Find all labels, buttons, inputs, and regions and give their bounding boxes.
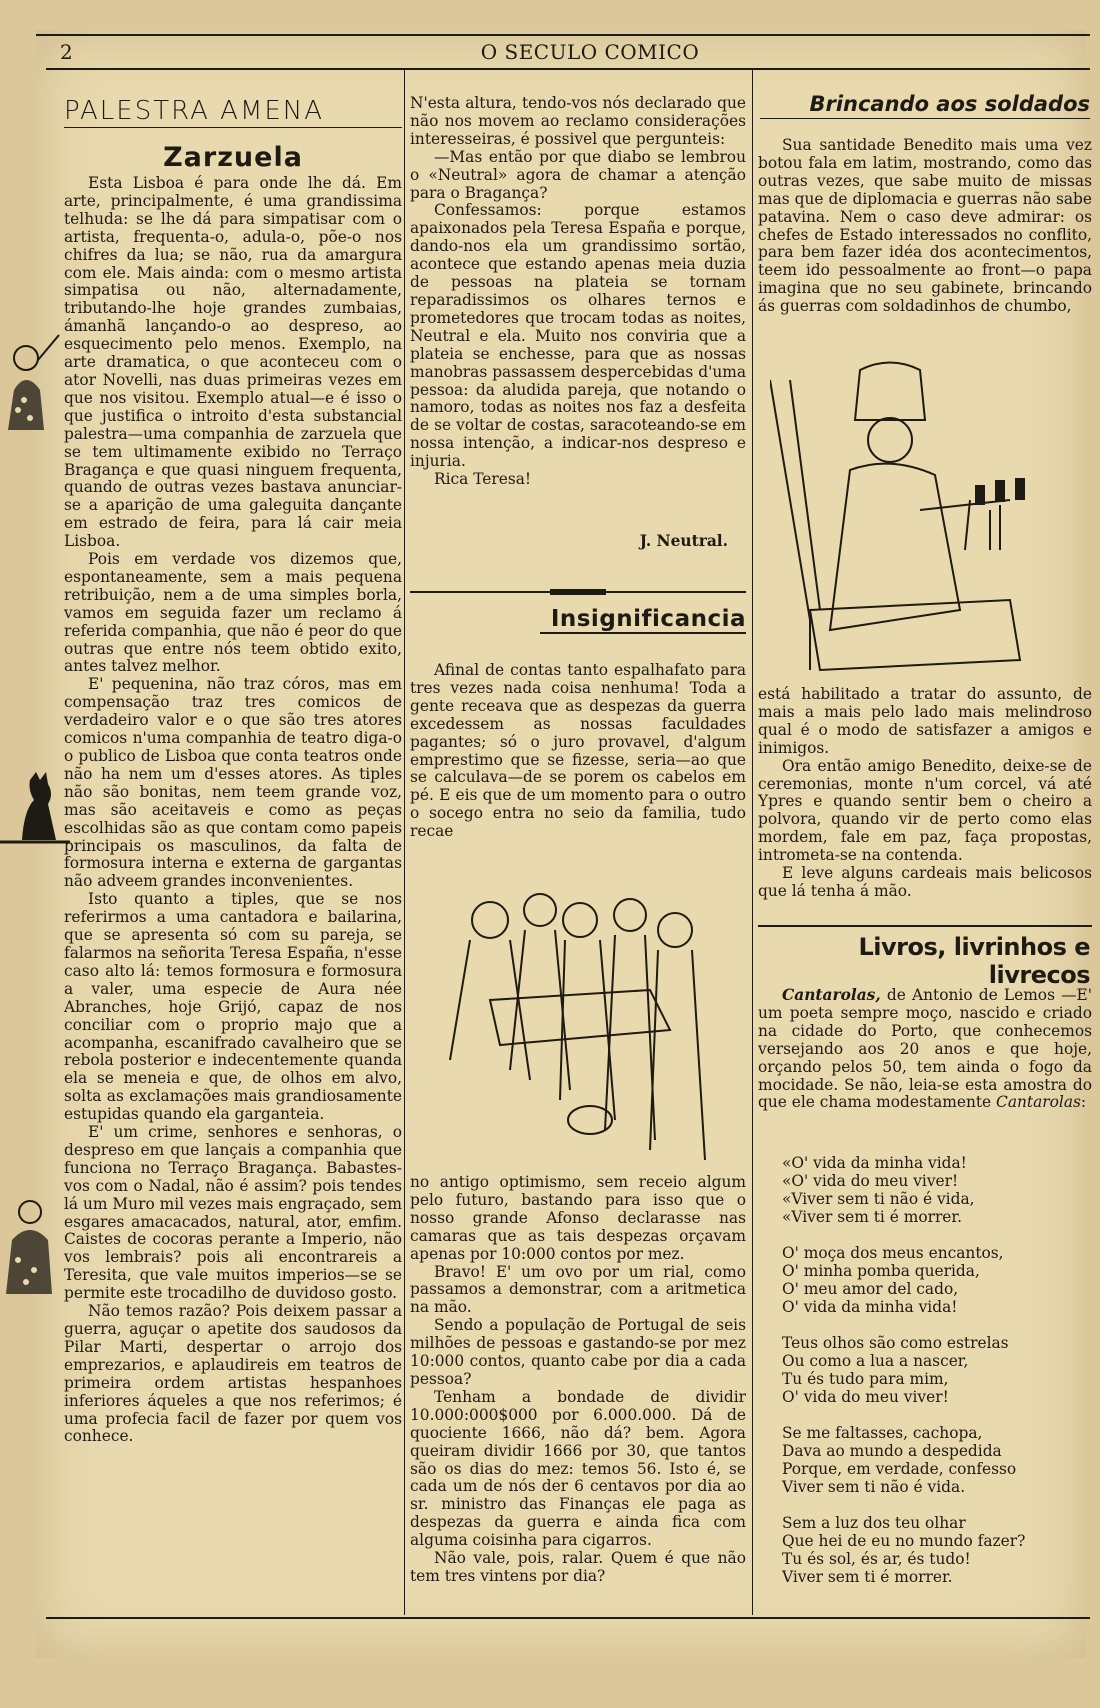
lead-end: : <box>1080 1093 1087 1112</box>
article-title: Brincando aos soldados <box>760 92 1090 119</box>
poem-stanza <box>782 1245 1092 1317</box>
margin-figure-illustration <box>4 1190 64 1300</box>
masthead: O SECULO COMICO <box>480 40 700 64</box>
poem-line: «Viver sem ti não é vida, <box>782 1189 975 1208</box>
paragraph: E' pequenina, não traz córos, mas em compensação traz tres comicos de verdadeiro valor e o que são tres atores comicos n'uma companhia de teatro diga-o o publico de Lisboa que conta teatros onde não ha nem um d'esses atores. As tiples não são bonitas, nem teem grande voz, mas são aceitaveis e como as peças escolhidas são as que contam como papeis principais os masculinos, da falta de formosura interna e externa de gargantas não adveem grandes inconvenientes. <box>64 675 402 891</box>
poem-line: Viver sem ti não é vida. <box>782 1477 966 1496</box>
poem-line: Porque, em verdade, confesso <box>782 1459 1017 1478</box>
poem-line: Que hei de eu no mundo fazer? <box>782 1531 1026 1550</box>
poem-line: «O' vida da minha vida! <box>782 1154 967 1172</box>
poem-line: O' meu amor del cado, <box>782 1279 959 1298</box>
pope-with-toy-soldiers-illustration <box>770 360 1090 680</box>
paragraph: no antigo optimismo, sem receio algum pelo futuro, bastando para isso que o nosso grande Afonso declarasse nas camaras que as tais despezas orçavam apenas por 10:000 contos por mez. <box>410 1173 746 1263</box>
book-title: Cantarolas, <box>782 986 881 1004</box>
poem-stanza <box>782 1425 1092 1497</box>
poem-line: Dava ao mundo a despedida <box>782 1441 1002 1460</box>
paragraph: Confessamos: porque estamos apaixonados pela Teresa España e porque, dando-nos ela um grandissimo sortão, acontece que estando apenas meia duzia de pessoas na plateia se tornam reparadissimos os olhares ternos e prometedores que trocam todas as noites, Neutral e ela. Muito nos conviria que a plateia se enchesse, para que as nossas manobras passassem despercebidas d'uma pessoa: da aludida pareja, que notando o namoro, todas as noites nos faz a desfeita de se voltar de costas, saracoteando-se em nossa intenção, a indicar-nos despreso e injuria. <box>410 201 746 471</box>
paragraph: Rica Teresa! <box>434 470 532 489</box>
section-rule <box>758 925 1092 927</box>
article-body-livros <box>758 987 1092 1112</box>
section-kicker: PALESTRA AMENA <box>64 97 402 128</box>
paragraph: Não temos razão? Pois deixem passar a guerra, aguçar o apetite dos saudosos da Pilar Marti, despertar o arrojo dos emprezarios, e aplaudireis em teatros de primeira ordem artistas hespanhoes inferiores áqueles a que nos referimos; é uma profecia facil de fazer por quem vos conhece. <box>64 1302 402 1446</box>
poem-line: O' moça dos meus encantos, <box>782 1244 1004 1262</box>
article-body-insignificancia-cont <box>410 1174 746 1586</box>
article-title: Zarzuela <box>163 142 303 173</box>
poem-line: Se me faltasses, cachopa, <box>782 1424 983 1442</box>
paragraph: está habilitado a tratar do assunto, de mais a mais pelo lado mais melindroso qual é o modo de satisfazer a amigos e inimigos. <box>758 685 1092 757</box>
book-title: Cantarolas <box>996 1093 1081 1112</box>
paragraph: —Mas então por que diabo se lembrou o «Neutral» agora de chamar a atenção para o Bragança? <box>410 147 746 202</box>
paragraph: Não vale, pois, ralar. Quem é que não tem tres vintens por dia? <box>410 1549 746 1585</box>
margin-cat-illustration <box>0 770 70 850</box>
paragraph: Bravo! E' um ovo por um rial, como passamos a demonstrar, com a aritmetica na mão. <box>410 1262 746 1317</box>
article-body-brincando <box>758 137 1092 316</box>
article-body-insignificancia <box>410 662 746 841</box>
poem-line: «O' vida do meu viver! <box>782 1171 959 1190</box>
paragraph: Pois em verdade vos dizemos que, espontaneamente, sem a mais pequena retribuição, nem a de uma simples borla, vamos em seguida fazer um reclamo á referida companhia, que não é peor do que outras que entre nós teem obtido exito, antes talvez melhor. <box>64 550 402 676</box>
article-title: Livros, livrinhos e livrecos <box>858 933 1090 989</box>
paragraph: Isto quanto a tiples, que se nos referirmos a uma cantadora e bailarina, que se apresenta só com su pareja, se falarmos na señorita Teresa España, n'esse caso alto lá: temos formosura e formosura a valer, uma especie de Aura née Abranches, hoje Grijó, capaz de nos conciliar com o proprio majo que a acompanha, escanifrado cavalheiro que se rebola posterior e indecentemente quanda ela se meneia e que, de olhos em alvo, solta as exclamações mais grandiosamente estupidas quando ela garganteia. <box>64 890 402 1124</box>
poem-line: Tu és sol, és ar, és tudo! <box>782 1549 971 1568</box>
poem-stanza <box>782 1515 1092 1587</box>
paragraph: Sendo a população de Portugal de seis milhões de pessoas e gastando-se por mez 10:000 contos, quanto cabe por dia a cada pessoa? <box>410 1316 746 1388</box>
margin-figure-illustration <box>4 330 64 440</box>
paragraph: Afinal de contas tanto espalhafato para tres vezes nada coisa nenhuma! Toda a gente receava que as despezas da guerra excedessem as nossas faculdades pagantes; só o juro provavel, d'algum emprestimo que se fizesse, seria—ao que se calculava—de se porem os cabelos em pé. E eis que de um momento para o outro o socego entra no seio da familia, tudo recae <box>410 661 746 841</box>
poem-line: Tu és tudo para mim, <box>782 1369 949 1388</box>
poem-line: O' minha pomba querida, <box>782 1261 980 1280</box>
top-rule <box>36 34 1090 36</box>
column-divider <box>752 70 753 1615</box>
poem-line: «Viver sem ti é morrer. <box>782 1207 962 1226</box>
paragraph: E' um crime, senhores e senhoras, o despreso em que lançais a companhia que funciona no Terraço Bragança. Babastes-vos com o Nadal, não é assim? pois tendes lá um Muro mil vezes mais engraçado, sem esgares amacacados, natural, ator, emfim. Caistes de cocoras perante a Imperio, não vos lembrais? pois ali encontrareis a Teresita, que vale muitos imperios—se se permite este trocadilho de duvidoso gosto. <box>64 1123 402 1303</box>
paragraph: E leve alguns cardeais mais belicosos que lá tenha á mão. <box>758 864 1092 900</box>
poem-line: Ou como a lua a nascer, <box>782 1351 969 1370</box>
men-reading-newspaper-illustration <box>430 880 730 1170</box>
paragraph: Esta Lisboa é para onde lhe dá. Em arte, principalmente, é uma grandissima telhuda: se lhe dá para simpatisar com o artista, frequenta-o, adula-o, põe-o nos chifres da lua; se não, rua da amargura com ele. Mais ainda: com o mesmo artista simpatisa ou não, alternadamente, tributando-lhe hoje grandes zumbaias, ámanhã lançando-o ao despreso, ao esquecimento pelo menos. Exemplo, na arte dramatica, o que aconteceu com o ator Novelli, nas duas primeiras vezes em que nos visitou. Exemplo atual—e é isso o que justifica o introito d'esta substancial palestra—uma companhia de zarzuela que se tem ultimamente exibido no Terraço Bragança e que quasi ninguem frequenta, quando de outras vezes bastava anunciar-se a aparição de uma galeguita dançante em estrado de feira, para lá cair meia Lisboa. <box>64 174 402 551</box>
article-title: Insignificancia <box>540 606 746 634</box>
poem-stanza <box>782 1335 1092 1407</box>
poem-line: O' vida do meu viver! <box>782 1387 949 1406</box>
paragraph: Sua santidade Benedito mais uma vez botou fala em latim, mostrando, como das outras vezes, que sabe muito de missas mas que de diplomacia e guerras não sabe patavina. Nem o caso deve admirar: os chefes de Estado interessados no conflito, para bem fazer idéa dos acontecimentos, teem ido pessoalmente ao front—o papa imagina que no seu gabinete, brincando ás guerras com soldadinhos de chumbo, <box>758 136 1092 316</box>
paragraph: Tenham a bondade de dividir 10.000:000$000 por 6.000.000. Dá de quociente 1666, não dá? bem. Agora queiram dividir 1666 por 30, que tantos são os dias do mez: temos 56. Isto é, se cada um de nós der 6 centavos por dia ao sr. ministro das Finanças ele paga as despezas da guerra e ainda fica com alguma coisinha para cigarros. <box>410 1387 746 1550</box>
page-number: 2 <box>60 40 73 64</box>
article-body-brincando-cont <box>758 686 1092 901</box>
poem-line: Teus olhos são como estrelas <box>782 1334 1009 1352</box>
lead-text: de Antonio de Lemos —E' um poeta sempre moço, nascido e criado na cidade do Porto, que conhecemos versejando aos 20 anos e que hoje, orçando pelos 50, tem ainda o fogo da mocidade. Se não, leia-se esta amostra do que ele chama modestamente <box>758 986 1092 1112</box>
paragraph: N'esta altura, tendo-vos nós declarado que não nos movem ao reclamo considerações interesseiras, é possivel que pergunteis: <box>410 94 746 148</box>
poem-line: Sem a luz dos teu olhar <box>782 1514 966 1532</box>
paragraph <box>758 987 1092 1112</box>
article-body-zarzuela-cont <box>410 95 746 489</box>
poem-line: Viver sem ti é morrer. <box>782 1567 953 1586</box>
article-body-zarzuela <box>64 175 402 1446</box>
footer-rule <box>46 1617 1090 1619</box>
ornamental-separator <box>410 588 746 596</box>
column-divider <box>404 70 405 1615</box>
poem-line: O' vida da minha vida! <box>782 1297 958 1316</box>
header-rule <box>46 68 1090 70</box>
paragraph: Ora então amigo Benedito, deixe-se de ceremonias, monte n'um corcel, vá até Ypres e quando sentir bem o cheiro a polvora, quando vir de perto como elas mordem, fale em paz, faça propostas, intrometa-se na contenda. <box>758 756 1092 865</box>
signature: J. Neutral. <box>639 532 728 550</box>
poem-stanza <box>782 1155 1092 1227</box>
